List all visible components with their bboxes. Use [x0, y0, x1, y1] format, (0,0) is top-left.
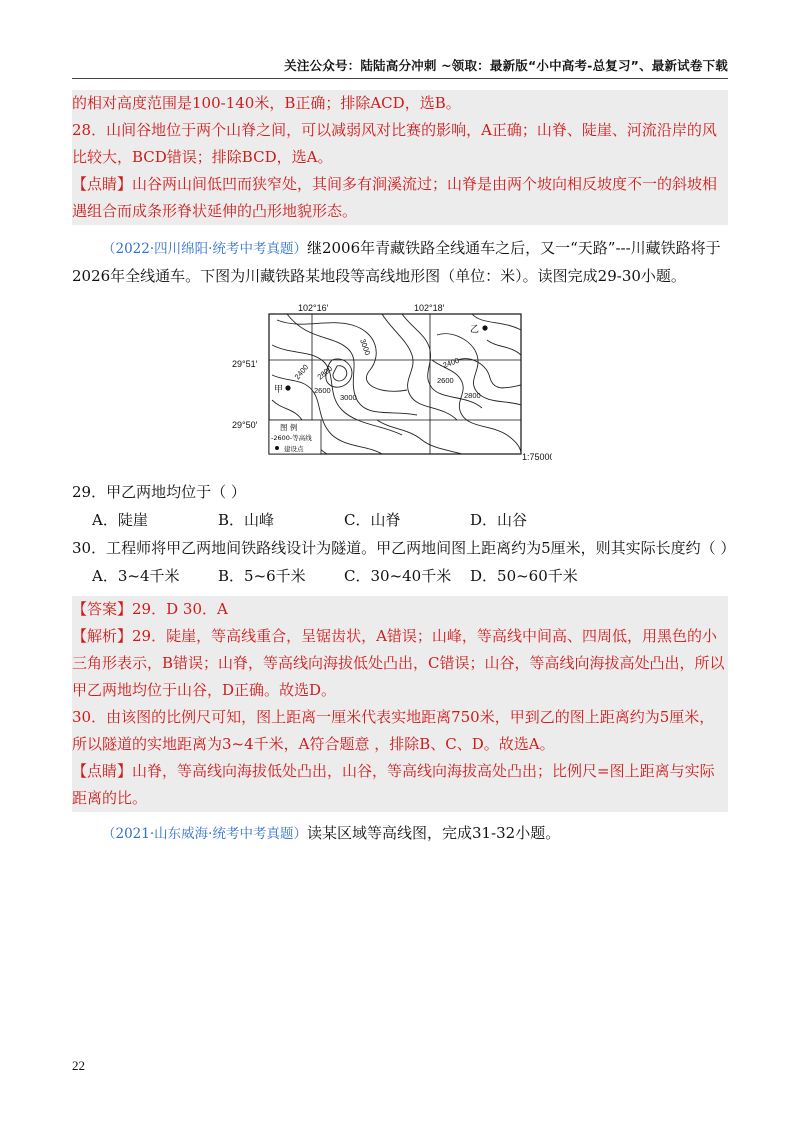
label-jia: 甲 — [274, 385, 284, 395]
option-b: B．山峰 — [218, 511, 275, 529]
header-divider — [72, 78, 728, 79]
question-29: 29．甲乙两地均位于（ ） — [72, 483, 246, 501]
map-scale: 1:75000 — [522, 452, 552, 462]
tip-paragraph — [72, 171, 728, 225]
page-content — [72, 90, 736, 848]
answer-label: 【答案】 — [72, 600, 133, 618]
question-30-options — [72, 562, 728, 590]
legend-point-icon — [275, 446, 279, 450]
contour-label: 3000 — [358, 337, 373, 357]
latitude-label: 29°50′ — [232, 420, 258, 430]
legend-point: 建设点 — [284, 445, 304, 453]
solution-line: 的相对高度范围是100-140米，B正确；排除ACD，选B。 — [72, 94, 461, 112]
solution-28: 28．山间谷地位于两个山脊之间，可以减弱风对比赛的影响，A正确；山脊、陡崖、河流沿岸的风比较大，BCD错误；排除BCD，选A。 — [72, 121, 717, 166]
option-c: C．山脊 — [344, 511, 401, 529]
latitude-label: 29°51′ — [232, 359, 258, 369]
answer-text: 29．D 30．A — [132, 600, 228, 618]
legend-title: 图 例 — [280, 423, 298, 432]
contour-label: 2600 — [314, 386, 331, 395]
contour-label: 2600 — [437, 376, 454, 385]
page-number: 22 — [72, 1058, 85, 1073]
tip-text: 山脊，等高线向海拔低处凸出，山谷，等高线向海拔高处凸出；比例尺=图上距离与实际距离的比。 — [72, 762, 715, 807]
answer-line — [72, 596, 728, 623]
answer-block-29-30 — [72, 596, 728, 812]
question-intro-31-32 — [72, 820, 728, 848]
contour-label: 2800 — [315, 363, 335, 382]
question-intro-29-30 — [72, 235, 728, 290]
construction-point — [285, 385, 290, 390]
construction-point — [482, 325, 487, 330]
option-a: A．3~4千米 — [92, 567, 180, 585]
option-a: A．陡崖 — [92, 511, 148, 529]
source-tag: （2021·山东威海·统考中考真题） — [102, 826, 307, 842]
option-b: B．5~6千米 — [218, 567, 306, 585]
contour-label: 2400 — [292, 362, 311, 382]
contour-label: 2800 — [464, 391, 481, 400]
intro-text: 继2006年青藏铁路全线通车之后，又一“天路”---川藏铁路将于2026年全线通车。下图为川藏铁路某地段等高线地形图（单位：米）。读图完成29-30小题。 — [72, 239, 721, 285]
contour-map-svg — [232, 300, 552, 466]
contour-label: 3000 — [340, 393, 357, 402]
analysis-30: 30．由该图的比例尺可知，图上距离一厘米代表实地距离750米，甲到乙的图上距离约为5厘米，所以隧道的实地距离为3~4千米，A符合题意 ，排除B、C、D。故选A。 — [72, 708, 715, 753]
contour-label: 2400 — [441, 355, 461, 370]
question-29-options — [72, 506, 728, 534]
tip-text: 山谷两山间低凹而狭窄处，其间多有涧溪流过；山脊是由两个坡向相反坡度不一的斜坡相遇组合而成条形脊状延伸的凸形地貌形态。 — [72, 175, 718, 220]
map-legend — [269, 420, 321, 454]
longitude-label: 102°16′ — [298, 303, 329, 313]
question-30: 30．工程师将甲乙两地间铁路线设计为隧道。甲乙两地间图上距离约为5厘米，则其实际长度约（ ） — [72, 539, 736, 557]
intro-text: 读某区域等高线图，完成31-32小题。 — [306, 824, 561, 842]
longitude-label: 102°18′ — [414, 303, 445, 313]
solution-block-28 — [72, 90, 728, 225]
tip-label: 【点睛】 — [72, 762, 133, 780]
option-d: D．50~60千米 — [470, 567, 578, 585]
label-yi: 乙 — [470, 325, 480, 335]
option-d: D．山谷 — [470, 511, 528, 529]
analysis-29 — [72, 623, 728, 704]
tip-label: 【点睛】 — [72, 175, 133, 193]
analysis-label: 【解析】 — [72, 627, 133, 645]
page-header: 关注公众号：陆陆高分冲刺 ~领取：最新版“小中高考-总复习”、最新试卷下载 — [284, 58, 728, 73]
tip-paragraph — [72, 758, 728, 812]
option-c: C．30~40千米 — [344, 567, 452, 585]
contour-map — [232, 300, 552, 466]
legend-contour: -2600-等高线 — [271, 434, 312, 442]
source-tag: （2022·四川绵阳·统考中考真题） — [102, 241, 307, 257]
analysis-text: 29．陡崖，等高线重合，呈锯齿状，A错误；山峰，等高线中间高、四周低，用黑色的小三角形表示，B错误；山脊，等高线向海拔低处凸出，C错误；山谷，等高线向海拔高处凸出，所以甲乙两地均位于山谷，D正确。故选D。 — [72, 627, 725, 699]
